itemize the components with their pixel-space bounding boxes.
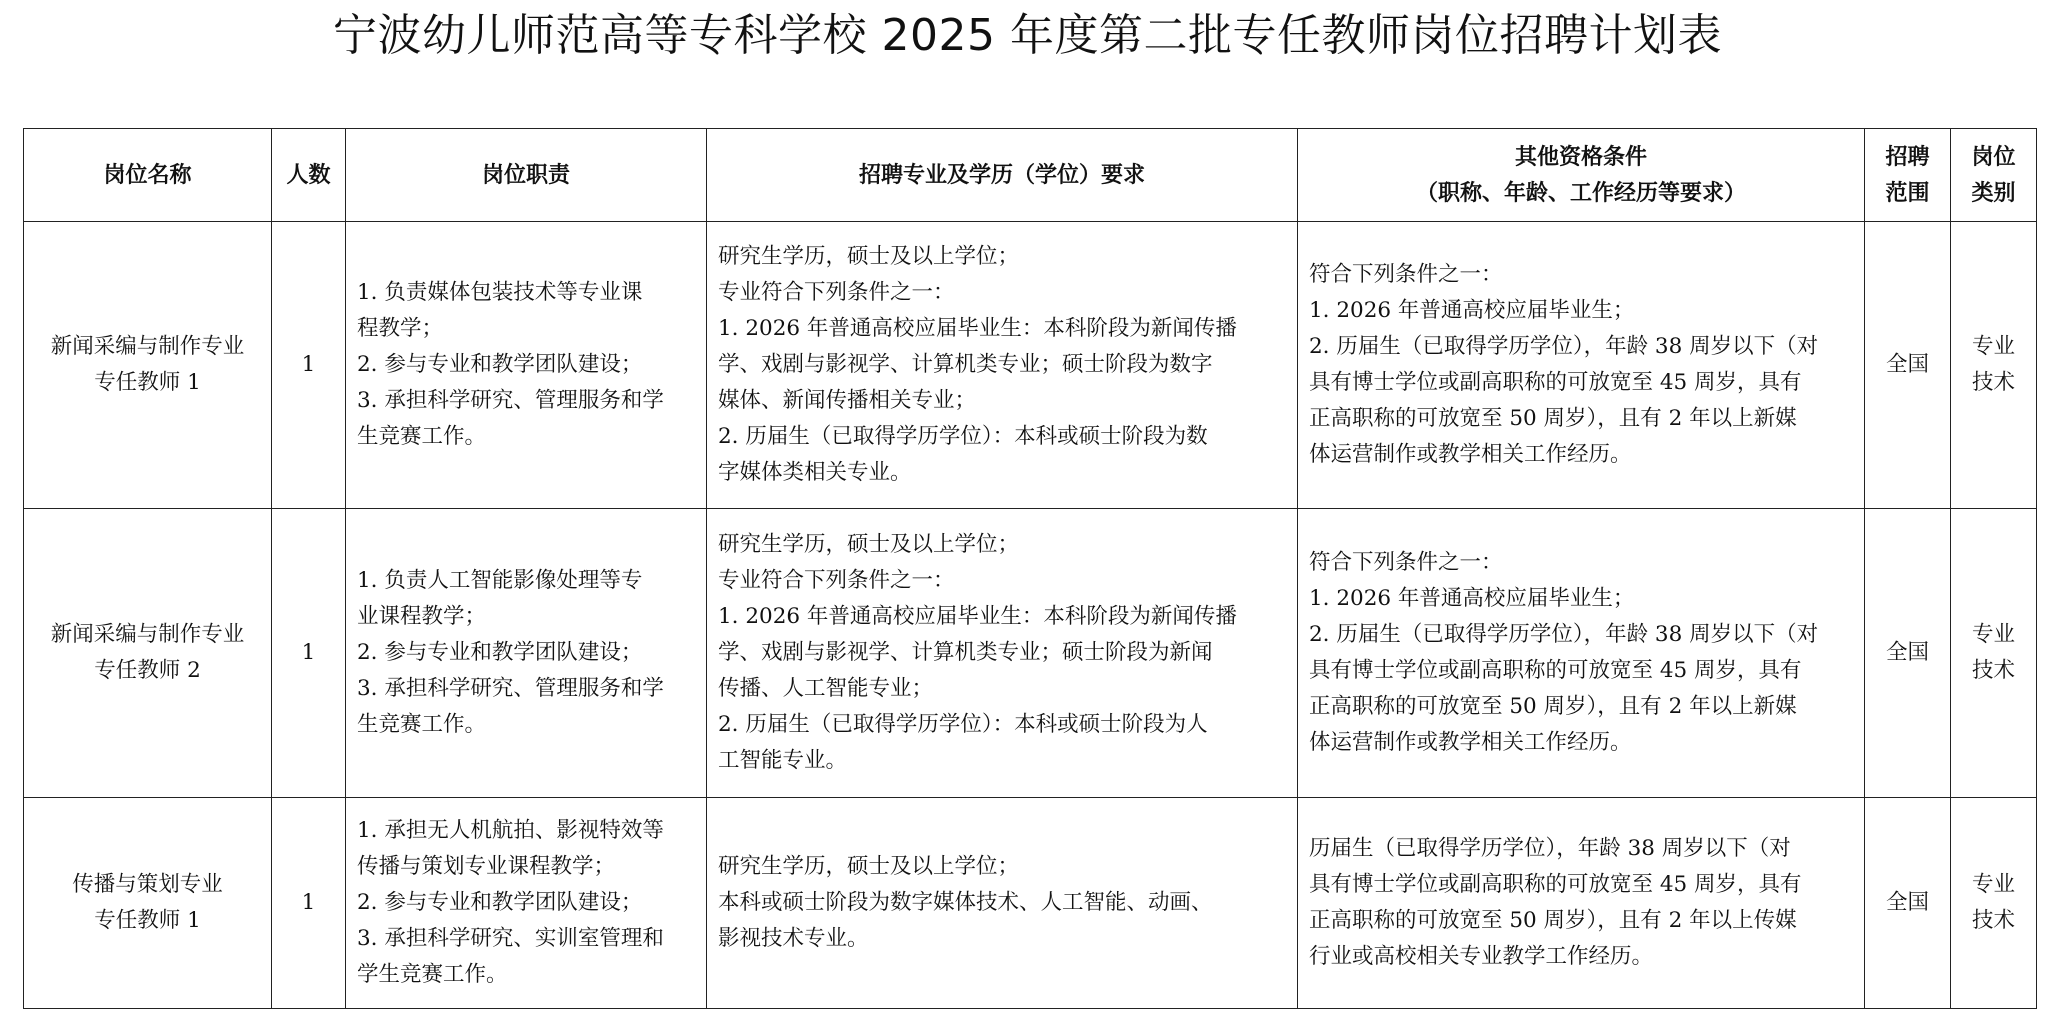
recruitment-plan-table xyxy=(23,128,2037,1009)
cell-duties: 1. 负责人工智能影像处理等专 业课程教学； 2. 参与专业和教学团队建设； 3. 承担科学研究、管理服务和学 生竞赛工作。 xyxy=(346,509,707,798)
cell-major-requirements: 研究生学历，硕士及以上学位； 专业符合下列条件之一： 1. 2026 年普通高校应届毕业生：本科阶段为新闻传播 学、戏剧与影视学、计算机类专业；硕士阶段为数字 媒体、新闻传播相关专业； 2. 历届生（已取得学历学位）：本科或硕士阶段为数 字媒体类相关专业。 xyxy=(707,222,1298,509)
cell-major-requirements: 研究生学历，硕士及以上学位； 专业符合下列条件之一： 1. 2026 年普通高校应届毕业生：本科阶段为新闻传播 学、戏剧与影视学、计算机类专业；硕士阶段为新闻 传播、人工智能专业； 2. 历届生（已取得学历学位）：本科或硕士阶段为人 工智能专业。 xyxy=(707,509,1298,798)
cell-major-requirements: 研究生学历，硕士及以上学位； 本科或硕士阶段为数字媒体技术、人工智能、动画、 影视技术专业。 xyxy=(707,798,1298,1009)
table-row xyxy=(24,509,2037,798)
header-other-qualifications: 其他资格条件 （职称、年龄、工作经历等要求） xyxy=(1298,129,1865,222)
cell-recruitment-scope: 全国 xyxy=(1865,222,1951,509)
cell-position-category: 专业 技术 xyxy=(1951,222,2037,509)
table-row xyxy=(24,222,2037,509)
cell-position-name: 传播与策划专业 专任教师 1 xyxy=(24,798,272,1009)
cell-other-qualifications: 符合下列条件之一： 1. 2026 年普通高校应届毕业生； 2. 历届生（已取得学历学位），年龄 38 周岁以下（对 具有博士学位或副高职称的可放宽至 45 周岁，具有 正高职称的可放宽至 50 周岁），且有 2 年以上新媒 体运营制作或教学相关工作经历。 xyxy=(1298,509,1865,798)
header-position-category: 岗位 类别 xyxy=(1951,129,2037,222)
page-title: 宁波幼儿师范高等专科学校 2025 年度第二批专任教师岗位招聘计划表 xyxy=(333,10,1722,61)
header-headcount: 人数 xyxy=(272,129,346,222)
cell-headcount: 1 xyxy=(272,798,346,1009)
cell-position-name: 新闻采编与制作专业 专任教师 2 xyxy=(24,509,272,798)
cell-position-category: 专业 技术 xyxy=(1951,798,2037,1009)
table-row xyxy=(24,798,2037,1009)
cell-duties: 1. 负责媒体包装技术等专业课 程教学； 2. 参与专业和教学团队建设； 3. 承担科学研究、管理服务和学 生竞赛工作。 xyxy=(346,222,707,509)
cell-recruitment-scope: 全国 xyxy=(1865,509,1951,798)
header-position-name: 岗位名称 xyxy=(24,129,272,222)
cell-position-category: 专业 技术 xyxy=(1951,509,2037,798)
cell-duties: 1. 承担无人机航拍、影视特效等 传播与策划专业课程教学； 2. 参与专业和教学团队建设； 3. 承担科学研究、实训室管理和 学生竞赛工作。 xyxy=(346,798,707,1009)
cell-headcount: 1 xyxy=(272,222,346,509)
cell-headcount: 1 xyxy=(272,509,346,798)
cell-recruitment-scope: 全国 xyxy=(1865,798,1951,1009)
header-duties: 岗位职责 xyxy=(346,129,707,222)
header-recruitment-scope: 招聘 范围 xyxy=(1865,129,1951,222)
cell-position-name: 新闻采编与制作专业 专任教师 1 xyxy=(24,222,272,509)
cell-other-qualifications: 符合下列条件之一： 1. 2026 年普通高校应届毕业生； 2. 历届生（已取得学历学位），年龄 38 周岁以下（对 具有博士学位或副高职称的可放宽至 45 周岁，具有 正高职称的可放宽至 50 周岁），且有 2 年以上新媒 体运营制作或教学相关工作经历。 xyxy=(1298,222,1865,509)
header-row xyxy=(24,129,2037,222)
cell-other-qualifications: 历届生（已取得学历学位），年龄 38 周岁以下（对 具有博士学位或副高职称的可放宽至 45 周岁，具有 正高职称的可放宽至 50 周岁），且有 2 年以上传媒 行业或高校相关专业教学工作经历。 xyxy=(1298,798,1865,1009)
header-major-requirements: 招聘专业及学历（学位）要求 xyxy=(707,129,1298,222)
